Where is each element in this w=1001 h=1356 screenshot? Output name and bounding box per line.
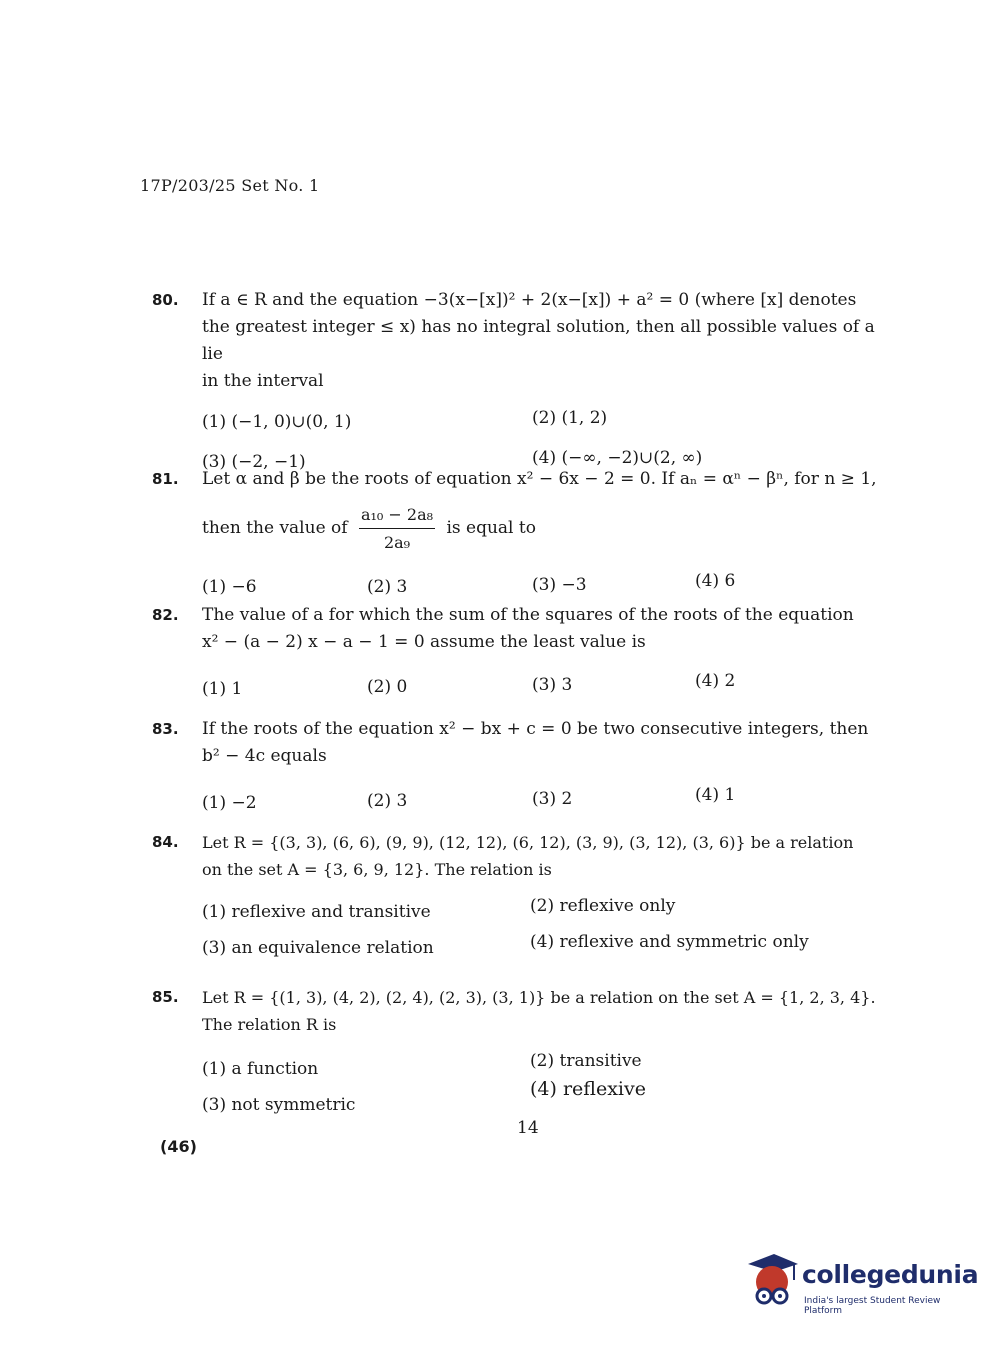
question-81: [152, 466, 882, 596]
question-84: [152, 829, 882, 963]
options: [202, 1038, 882, 1115]
logo-tagline: India's largest Student Review Platform: [804, 1296, 941, 1316]
question-number: 82.: [152, 606, 179, 624]
option-1[interactable]: (1) −2: [202, 793, 257, 813]
option-1[interactable]: (1) (−1, 0)∪(0, 1): [202, 412, 352, 432]
option-2[interactable]: (2) 0: [367, 677, 408, 697]
question-text: If the roots of the equation x² − bx + c = 0 be two consecutive integers, then b² − 4c equals: [202, 719, 869, 766]
option-4[interactable]: (4) 2: [695, 671, 736, 691]
question-83: [152, 716, 882, 813]
option-1[interactable]: (1) −6: [202, 577, 257, 597]
page-number: 14: [517, 1118, 539, 1138]
option-1[interactable]: (1) reflexive and transitive: [202, 902, 431, 922]
fraction: $\frac{\text{a₁₀ − 2a₈}}{\text{2a₉}}$: [359, 501, 435, 556]
question-number: 84.: [152, 833, 179, 851]
booklet-code: (46): [160, 1137, 197, 1156]
question-number: 83.: [152, 720, 179, 738]
question-number: 80.: [152, 291, 179, 309]
option-3[interactable]: (3) −3: [532, 575, 587, 595]
option-2[interactable]: (2) (1, 2): [532, 408, 608, 428]
option-3[interactable]: (3) an equivalence relation: [202, 938, 434, 958]
option-1[interactable]: (1) 1: [202, 679, 243, 699]
option-4[interactable]: (4) 1: [695, 785, 736, 805]
question-80: [152, 287, 882, 475]
question-number: 81.: [152, 470, 179, 488]
option-4[interactable]: (4) reflexive: [530, 1078, 646, 1100]
question-85: [152, 984, 882, 1115]
logo-name: collegedunia: [802, 1260, 979, 1289]
question-text: Let α and β be the roots of equation x² − 6x − 2 = 0. If aₙ = αⁿ − βⁿ, for n ≥ 1, then the value of $\frac{\text{a₁₀ − 2a₈}}{\text{2a₉}}$ is equal to: [202, 466, 882, 556]
options: [202, 883, 882, 963]
option-4[interactable]: (4) 6: [695, 571, 736, 591]
option-1[interactable]: (1) a function: [202, 1059, 319, 1079]
collegedunia-logo[interactable]: [744, 1250, 979, 1320]
option-2[interactable]: (2) transitive: [530, 1051, 642, 1071]
options: [202, 556, 882, 596]
question-number: 85.: [152, 988, 179, 1006]
question-82: [152, 602, 882, 699]
option-3[interactable]: (3) (−2, −1): [202, 452, 306, 472]
option-2[interactable]: (2) 3: [367, 791, 408, 811]
option-3[interactable]: (3) 2: [532, 789, 573, 809]
question-text: Let R = {(3, 3), (6, 6), (9, 9), (12, 12), (6, 12), (3, 9), (3, 12), (3, 6)} be a relation on the set A = {3, 6, 9, 12}. The relation is: [202, 833, 854, 879]
options: [202, 656, 882, 699]
question-text: The value of a for which the sum of the squares of the roots of the equation x² − (a − 2) x − a − 1 = 0 assume the least value is: [202, 605, 854, 652]
paper-code-header: 17P/203/25 Set No. 1: [140, 176, 320, 195]
mascot-icon: [744, 1250, 800, 1316]
question-text: If a ∈ R and the equation −3(x−[x])² + 2(x−[x]) + a² = 0 (where [x] denotes the greatest integer ≤ x) has no integral solution, then all possible values of a lie in the interval: [202, 290, 875, 391]
option-4[interactable]: (4) reflexive and symmetric only: [530, 932, 809, 952]
option-3[interactable]: (3) 3: [532, 675, 573, 695]
option-4[interactable]: (4) (−∞, −2)∪(2, ∞): [532, 448, 703, 468]
question-text: Let R = {(1, 3), (4, 2), (2, 4), (2, 3), (3, 1)} be a relation on the set A = {1, 2, 3, 4}. The relation R is: [202, 988, 876, 1034]
option-3[interactable]: (3) not symmetric: [202, 1095, 356, 1115]
options: [202, 770, 882, 813]
options: [202, 395, 882, 475]
option-2[interactable]: (2) reflexive only: [530, 896, 676, 916]
option-2[interactable]: (2) 3: [367, 577, 408, 597]
